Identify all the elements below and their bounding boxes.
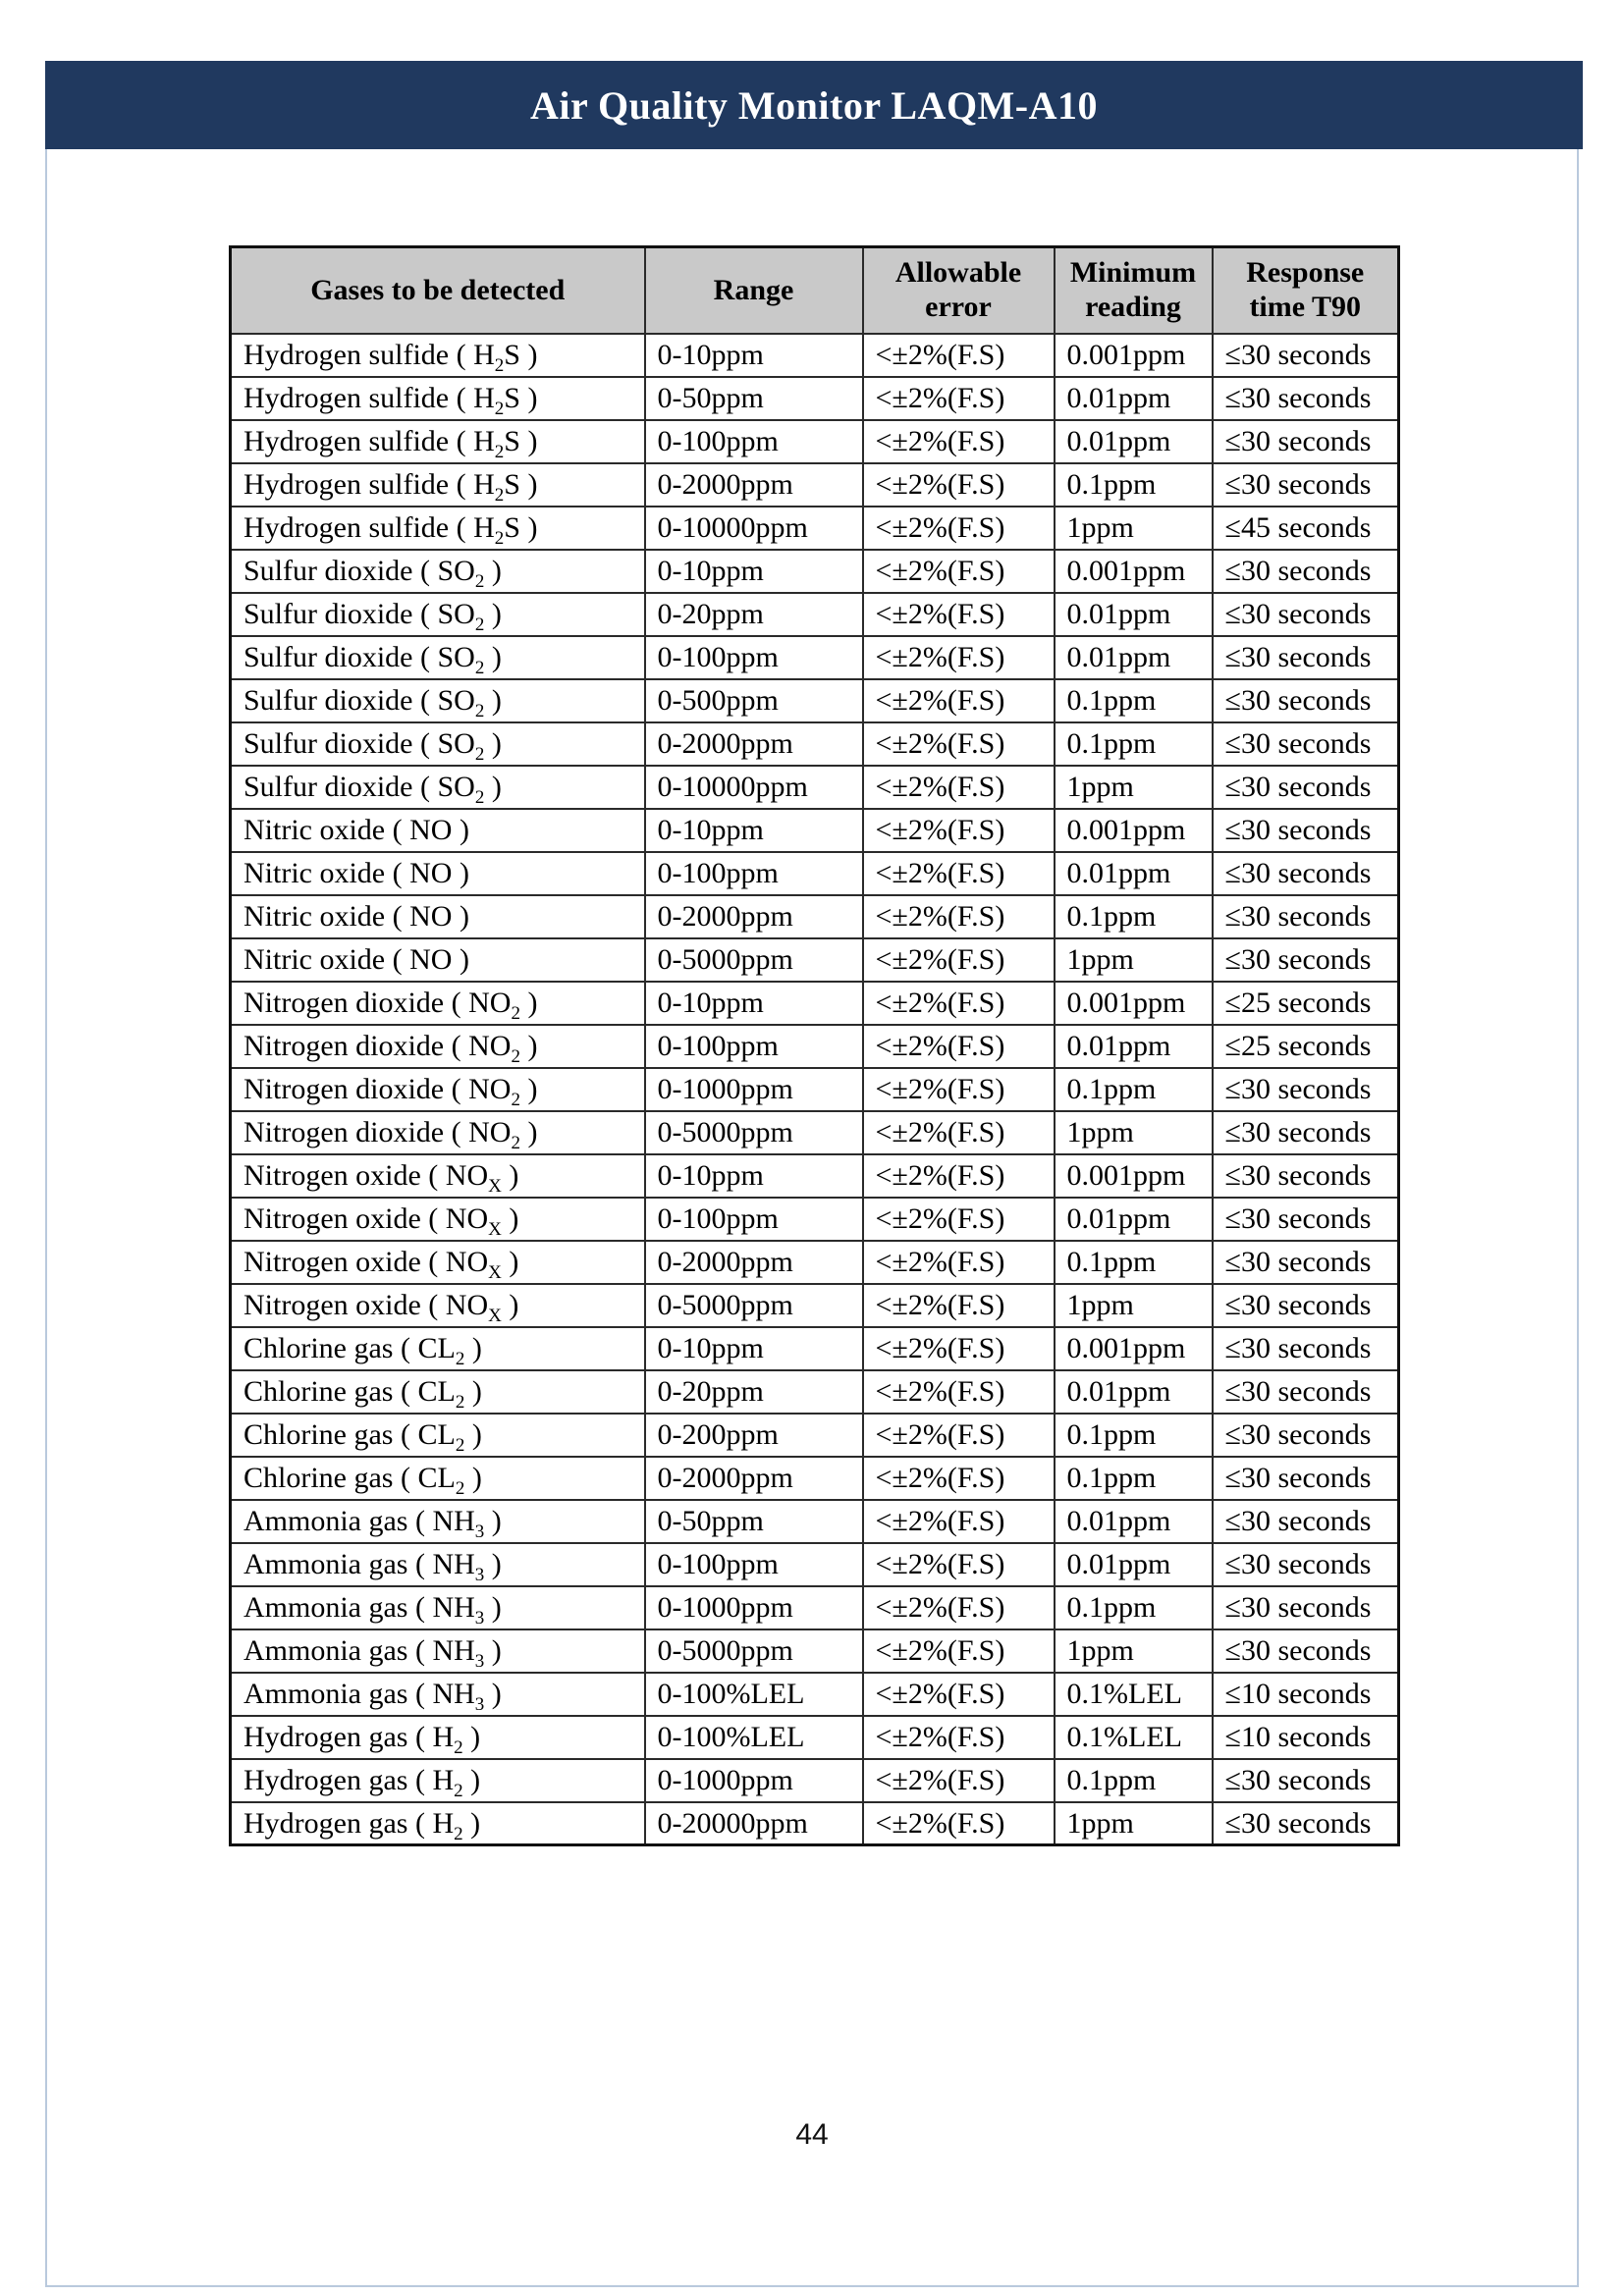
table-row — [231, 1543, 1399, 1586]
table-row — [231, 1629, 1399, 1673]
gas-name-cell: Hydrogen sulfide ( $H_2S$ ) — [231, 334, 645, 377]
response-time-cell: ≤10 seconds — [1213, 1716, 1399, 1759]
range-cell: 0-5000ppm — [645, 938, 863, 982]
table-header-row — [231, 247, 1399, 334]
table-row — [231, 766, 1399, 809]
gas-name-cell: Sulfur dioxide ( $SO_2$ ) — [231, 766, 645, 809]
minimum-reading-cell: 0.001ppm — [1055, 334, 1213, 377]
allowable-error-cell: <±2%(F.S) — [863, 679, 1055, 722]
minimum-reading-cell: 0.1%LEL — [1055, 1673, 1213, 1716]
allowable-error-cell: <±2%(F.S) — [863, 852, 1055, 895]
response-time-cell: ≤30 seconds — [1213, 1198, 1399, 1241]
table-row — [231, 1025, 1399, 1068]
allowable-error-cell: <±2%(F.S) — [863, 1111, 1055, 1154]
table-row — [231, 1370, 1399, 1414]
response-time-cell: ≤30 seconds — [1213, 593, 1399, 636]
response-time-cell: ≤30 seconds — [1213, 420, 1399, 463]
minimum-reading-cell: 0.1ppm — [1055, 1068, 1213, 1111]
minimum-reading-cell: 0.1ppm — [1055, 463, 1213, 507]
response-time-cell: ≤45 seconds — [1213, 507, 1399, 550]
gas-name-cell: Nitrogen oxide ( $NO_X$ ) — [231, 1198, 645, 1241]
range-cell: 0-1000ppm — [645, 1586, 863, 1629]
gas-name-cell: Hydrogen gas ( $H_2$ ) — [231, 1716, 645, 1759]
allowable-error-cell: <±2%(F.S) — [863, 377, 1055, 420]
gas-name-cell: Nitrogen oxide ( $NO_X$ ) — [231, 1241, 645, 1284]
range-cell: 0-200ppm — [645, 1414, 863, 1457]
table-row — [231, 1327, 1399, 1370]
range-cell: 0-100ppm — [645, 1025, 863, 1068]
allowable-error-cell: <±2%(F.S) — [863, 1759, 1055, 1802]
column-header-range: Range — [645, 247, 863, 334]
range-cell: 0-100ppm — [645, 1543, 863, 1586]
range-cell: 0-2000ppm — [645, 895, 863, 938]
range-cell: 0-100ppm — [645, 1198, 863, 1241]
minimum-reading-cell: 0.01ppm — [1055, 377, 1213, 420]
gas-name-cell: Ammonia gas ( $NH_3$ ) — [231, 1673, 645, 1716]
gas-name-cell: Chlorine gas ( $CL_2$ ) — [231, 1414, 645, 1457]
gas-name-cell: Nitrogen dioxide ( $NO_2$ ) — [231, 1068, 645, 1111]
spec-table-body — [231, 334, 1399, 1845]
range-cell: 0-100ppm — [645, 420, 863, 463]
gas-name-cell: Nitrogen dioxide ( $NO_2$ ) — [231, 982, 645, 1025]
minimum-reading-cell: 0.01ppm — [1055, 636, 1213, 679]
gas-name-cell: Nitric oxide ( NO ) — [231, 895, 645, 938]
table-row — [231, 1111, 1399, 1154]
response-time-cell: ≤30 seconds — [1213, 550, 1399, 593]
allowable-error-cell: <±2%(F.S) — [863, 1284, 1055, 1327]
minimum-reading-cell: 0.001ppm — [1055, 1327, 1213, 1370]
table-row — [231, 334, 1399, 377]
column-header-minimum-reading: Minimum reading — [1055, 247, 1213, 334]
minimum-reading-cell: 0.1ppm — [1055, 1241, 1213, 1284]
minimum-reading-cell: 1ppm — [1055, 1284, 1213, 1327]
allowable-error-cell: <±2%(F.S) — [863, 1629, 1055, 1673]
document-header-bar — [45, 61, 1583, 149]
minimum-reading-cell: 0.1ppm — [1055, 722, 1213, 766]
table-row — [231, 593, 1399, 636]
gas-name-cell: Hydrogen sulfide ( $H_2S$ ) — [231, 507, 645, 550]
allowable-error-cell: <±2%(F.S) — [863, 1414, 1055, 1457]
allowable-error-cell: <±2%(F.S) — [863, 1068, 1055, 1111]
gas-name-cell: Sulfur dioxide ( $SO_2$ ) — [231, 722, 645, 766]
gas-name-cell: Hydrogen sulfide ( $H_2S$ ) — [231, 420, 645, 463]
minimum-reading-cell: 1ppm — [1055, 766, 1213, 809]
response-time-cell: ≤30 seconds — [1213, 809, 1399, 852]
allowable-error-cell: <±2%(F.S) — [863, 1673, 1055, 1716]
gas-name-cell: Nitric oxide ( NO ) — [231, 938, 645, 982]
minimum-reading-cell: 0.1%LEL — [1055, 1716, 1213, 1759]
minimum-reading-cell: 0.1ppm — [1055, 1759, 1213, 1802]
response-time-cell: ≤30 seconds — [1213, 1154, 1399, 1198]
table-row — [231, 1673, 1399, 1716]
table-row — [231, 1802, 1399, 1845]
range-cell: 0-10000ppm — [645, 507, 863, 550]
minimum-reading-cell: 0.001ppm — [1055, 982, 1213, 1025]
response-time-cell: ≤30 seconds — [1213, 1586, 1399, 1629]
range-cell: 0-20ppm — [645, 1370, 863, 1414]
response-time-cell: ≤30 seconds — [1213, 938, 1399, 982]
gas-name-cell: Sulfur dioxide ( $SO_2$ ) — [231, 636, 645, 679]
minimum-reading-cell: 0.01ppm — [1055, 420, 1213, 463]
minimum-reading-cell: 0.01ppm — [1055, 593, 1213, 636]
minimum-reading-cell: 1ppm — [1055, 507, 1213, 550]
response-time-cell: ≤30 seconds — [1213, 1241, 1399, 1284]
table-row — [231, 507, 1399, 550]
table-row — [231, 1500, 1399, 1543]
table-row — [231, 420, 1399, 463]
allowable-error-cell: <±2%(F.S) — [863, 636, 1055, 679]
table-row — [231, 1457, 1399, 1500]
gas-name-cell: Hydrogen sulfide ( $H_2S$ ) — [231, 463, 645, 507]
response-time-cell: ≤30 seconds — [1213, 1759, 1399, 1802]
minimum-reading-cell: 1ppm — [1055, 1802, 1213, 1845]
table-row — [231, 1586, 1399, 1629]
allowable-error-cell: <±2%(F.S) — [863, 895, 1055, 938]
range-cell: 0-2000ppm — [645, 463, 863, 507]
minimum-reading-cell: 0.1ppm — [1055, 1457, 1213, 1500]
allowable-error-cell: <±2%(F.S) — [863, 1457, 1055, 1500]
allowable-error-cell: <±2%(F.S) — [863, 507, 1055, 550]
minimum-reading-cell: 0.01ppm — [1055, 852, 1213, 895]
range-cell: 0-5000ppm — [645, 1111, 863, 1154]
gas-specification-table — [229, 245, 1400, 1846]
allowable-error-cell: <±2%(F.S) — [863, 1241, 1055, 1284]
response-time-cell: ≤30 seconds — [1213, 722, 1399, 766]
table-row — [231, 1284, 1399, 1327]
response-time-cell: ≤30 seconds — [1213, 852, 1399, 895]
allowable-error-cell: <±2%(F.S) — [863, 420, 1055, 463]
range-cell: 0-10ppm — [645, 809, 863, 852]
allowable-error-cell: <±2%(F.S) — [863, 550, 1055, 593]
minimum-reading-cell: 0.01ppm — [1055, 1500, 1213, 1543]
range-cell: 0-50ppm — [645, 1500, 863, 1543]
response-time-cell: ≤30 seconds — [1213, 463, 1399, 507]
response-time-cell: ≤30 seconds — [1213, 377, 1399, 420]
gas-name-cell: Hydrogen sulfide ( $H_2S$ ) — [231, 377, 645, 420]
allowable-error-cell: <±2%(F.S) — [863, 766, 1055, 809]
table-row — [231, 550, 1399, 593]
range-cell: 0-100ppm — [645, 636, 863, 679]
allowable-error-cell: <±2%(F.S) — [863, 1198, 1055, 1241]
allowable-error-cell: <±2%(F.S) — [863, 1327, 1055, 1370]
response-time-cell: ≤30 seconds — [1213, 1068, 1399, 1111]
allowable-error-cell: <±2%(F.S) — [863, 722, 1055, 766]
gas-name-cell: Ammonia gas ( $NH_3$ ) — [231, 1543, 645, 1586]
allowable-error-cell: <±2%(F.S) — [863, 809, 1055, 852]
response-time-cell: ≤30 seconds — [1213, 1111, 1399, 1154]
table-row — [231, 809, 1399, 852]
gas-name-cell: Hydrogen gas ( $H_2$ ) — [231, 1802, 645, 1845]
range-cell: 0-100ppm — [645, 852, 863, 895]
allowable-error-cell: <±2%(F.S) — [863, 1802, 1055, 1845]
gas-name-cell: Sulfur dioxide ( $SO_2$ ) — [231, 593, 645, 636]
table-row — [231, 1068, 1399, 1111]
table-row — [231, 852, 1399, 895]
range-cell: 0-10000ppm — [645, 766, 863, 809]
allowable-error-cell: <±2%(F.S) — [863, 334, 1055, 377]
allowable-error-cell: <±2%(F.S) — [863, 982, 1055, 1025]
range-cell: 0-10ppm — [645, 550, 863, 593]
gas-name-cell: Nitric oxide ( NO ) — [231, 852, 645, 895]
gas-name-cell: Sulfur dioxide ( $SO_2$ ) — [231, 679, 645, 722]
table-row — [231, 1198, 1399, 1241]
gas-name-cell: Nitrogen dioxide ( $NO_2$ ) — [231, 1111, 645, 1154]
allowable-error-cell: <±2%(F.S) — [863, 1154, 1055, 1198]
table-row — [231, 938, 1399, 982]
range-cell: 0-100%LEL — [645, 1673, 863, 1716]
minimum-reading-cell: 1ppm — [1055, 938, 1213, 982]
minimum-reading-cell: 0.1ppm — [1055, 679, 1213, 722]
response-time-cell: ≤30 seconds — [1213, 1543, 1399, 1586]
minimum-reading-cell: 0.1ppm — [1055, 1586, 1213, 1629]
allowable-error-cell: <±2%(F.S) — [863, 1543, 1055, 1586]
response-time-cell: ≤30 seconds — [1213, 766, 1399, 809]
range-cell: 0-100%LEL — [645, 1716, 863, 1759]
range-cell: 0-50ppm — [645, 377, 863, 420]
minimum-reading-cell: 0.1ppm — [1055, 1414, 1213, 1457]
range-cell: 0-2000ppm — [645, 1241, 863, 1284]
response-time-cell: ≤25 seconds — [1213, 1025, 1399, 1068]
minimum-reading-cell: 0.01ppm — [1055, 1543, 1213, 1586]
gas-name-cell: Hydrogen gas ( $H_2$ ) — [231, 1759, 645, 1802]
page-number: 44 — [795, 2118, 829, 2151]
minimum-reading-cell: 1ppm — [1055, 1111, 1213, 1154]
gas-name-cell: Ammonia gas ( $NH_3$ ) — [231, 1500, 645, 1543]
gas-name-cell: Ammonia gas ( $NH_3$ ) — [231, 1629, 645, 1673]
range-cell: 0-1000ppm — [645, 1068, 863, 1111]
response-time-cell: ≤30 seconds — [1213, 1284, 1399, 1327]
range-cell: 0-500ppm — [645, 679, 863, 722]
gas-name-cell: Chlorine gas ( $CL_2$ ) — [231, 1327, 645, 1370]
allowable-error-cell: <±2%(F.S) — [863, 463, 1055, 507]
table-row — [231, 1414, 1399, 1457]
allowable-error-cell: <±2%(F.S) — [863, 593, 1055, 636]
range-cell: 0-20ppm — [645, 593, 863, 636]
column-header-response-time: Response time T90 — [1213, 247, 1399, 334]
range-cell: 0-10ppm — [645, 982, 863, 1025]
gas-name-cell: Nitrogen oxide ( $NO_X$ ) — [231, 1154, 645, 1198]
gas-name-cell: Sulfur dioxide ( $SO_2$ ) — [231, 550, 645, 593]
gas-name-cell: Nitric oxide ( NO ) — [231, 809, 645, 852]
allowable-error-cell: <±2%(F.S) — [863, 1716, 1055, 1759]
response-time-cell: ≤30 seconds — [1213, 636, 1399, 679]
table-row — [231, 1716, 1399, 1759]
minimum-reading-cell: 0.01ppm — [1055, 1198, 1213, 1241]
table-row — [231, 377, 1399, 420]
table-row — [231, 1759, 1399, 1802]
allowable-error-cell: <±2%(F.S) — [863, 938, 1055, 982]
table-header — [231, 247, 1399, 334]
gas-name-cell: Ammonia gas ( $NH_3$ ) — [231, 1586, 645, 1629]
minimum-reading-cell: 0.1ppm — [1055, 895, 1213, 938]
table-row — [231, 463, 1399, 507]
range-cell: 0-5000ppm — [645, 1629, 863, 1673]
table-row — [231, 636, 1399, 679]
range-cell: 0-2000ppm — [645, 722, 863, 766]
response-time-cell: ≤30 seconds — [1213, 1500, 1399, 1543]
gas-name-cell: Nitrogen oxide ( $NO_X$ ) — [231, 1284, 645, 1327]
allowable-error-cell: <±2%(F.S) — [863, 1500, 1055, 1543]
response-time-cell: ≤30 seconds — [1213, 1414, 1399, 1457]
minimum-reading-cell: 0.01ppm — [1055, 1025, 1213, 1068]
allowable-error-cell: <±2%(F.S) — [863, 1586, 1055, 1629]
response-time-cell: ≤30 seconds — [1213, 1370, 1399, 1414]
response-time-cell: ≤25 seconds — [1213, 982, 1399, 1025]
response-time-cell: ≤30 seconds — [1213, 679, 1399, 722]
table-row — [231, 982, 1399, 1025]
minimum-reading-cell: 1ppm — [1055, 1629, 1213, 1673]
range-cell: 0-5000ppm — [645, 1284, 863, 1327]
gas-name-cell: Chlorine gas ( $CL_2$ ) — [231, 1457, 645, 1500]
response-time-cell: ≤30 seconds — [1213, 1802, 1399, 1845]
minimum-reading-cell: 0.001ppm — [1055, 550, 1213, 593]
minimum-reading-cell: 0.001ppm — [1055, 1154, 1213, 1198]
table-row — [231, 722, 1399, 766]
response-time-cell: ≤10 seconds — [1213, 1673, 1399, 1716]
range-cell: 0-1000ppm — [645, 1759, 863, 1802]
range-cell: 0-2000ppm — [645, 1457, 863, 1500]
range-cell: 0-10ppm — [645, 1327, 863, 1370]
response-time-cell: ≤30 seconds — [1213, 1327, 1399, 1370]
table-row — [231, 1154, 1399, 1198]
response-time-cell: ≤30 seconds — [1213, 895, 1399, 938]
response-time-cell: ≤30 seconds — [1213, 334, 1399, 377]
column-header-gases: Gases to be detected — [231, 247, 645, 334]
response-time-cell: ≤30 seconds — [1213, 1457, 1399, 1500]
allowable-error-cell: <±2%(F.S) — [863, 1370, 1055, 1414]
allowable-error-cell: <±2%(F.S) — [863, 1025, 1055, 1068]
range-cell: 0-20000ppm — [645, 1802, 863, 1845]
minimum-reading-cell: 0.01ppm — [1055, 1370, 1213, 1414]
range-cell: 0-10ppm — [645, 1154, 863, 1198]
range-cell: 0-10ppm — [645, 334, 863, 377]
response-time-cell: ≤30 seconds — [1213, 1629, 1399, 1673]
gas-name-cell: Chlorine gas ( $CL_2$ ) — [231, 1370, 645, 1414]
table-row — [231, 1241, 1399, 1284]
minimum-reading-cell: 0.001ppm — [1055, 809, 1213, 852]
column-header-allowable-error: Allowable error — [863, 247, 1055, 334]
page-title: Air Quality Monitor LAQM-A10 — [529, 82, 1099, 128]
table-row — [231, 895, 1399, 938]
gas-name-cell: Nitrogen dioxide ( $NO_2$ ) — [231, 1025, 645, 1068]
table-row — [231, 679, 1399, 722]
